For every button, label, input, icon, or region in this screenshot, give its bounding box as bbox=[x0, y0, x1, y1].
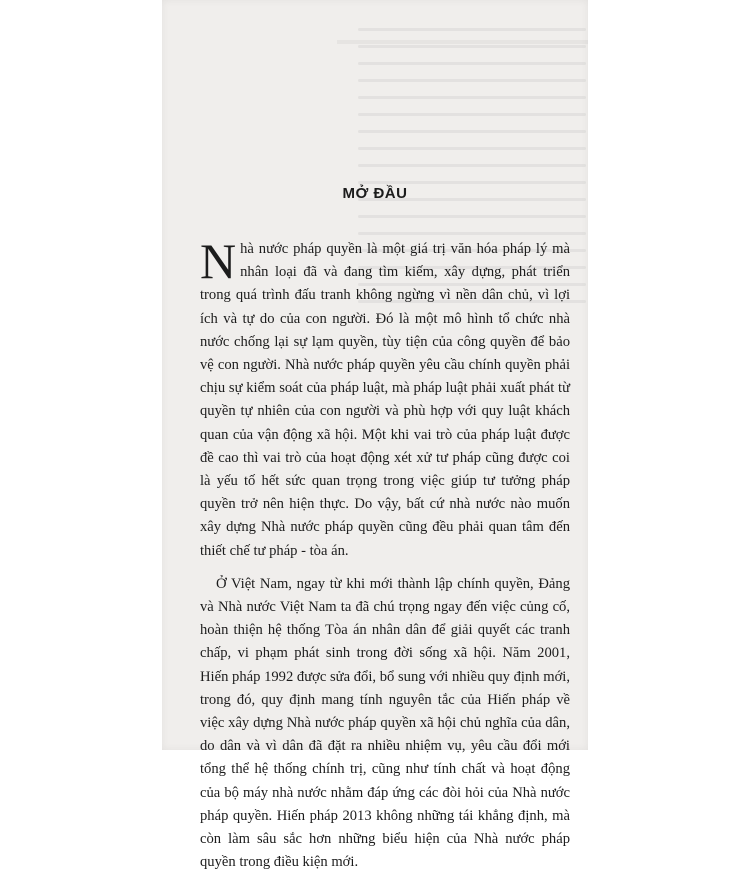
drop-cap: N bbox=[200, 233, 237, 289]
page-heading: MỞ ĐẦU bbox=[342, 185, 408, 202]
paragraph-1 bbox=[200, 233, 570, 563]
paragraph-1-text: hà nước pháp quyền là một giá trị văn hóa pháp lý mà nhân loại đã và đang tìm kiếm, xây dựng, phát triển trong quá trình đấu tranh không ngừng vì nền dân chủ, vì lợi ích và tự do của con người. Đó là một mô hình tổ chức nhà nước chống lại sự lạm quyền, tùy tiện của công quyền để bảo vệ con người. Nhà nước pháp quyền yêu cầu chính quyền phải chịu sự kiểm soát của pháp luật, mà pháp luật phải xuất phát từ quyền tự nhiên của con người và phù hợp với quy luật khách quan của vận động xã hội. Một khi vai trò của pháp luật được đề cao thì vai trò của hoạt động xét xử tư pháp cũng được coi là yếu tố hết sức quan trọng trong việc giúp tư tưởng pháp quyền trở nên hiện thực. Do vậy, bất cứ nhà nước nào muốn xây dựng Nhà nước pháp quyền cũng đều phải quan tâm đến thiết chế tư pháp - tòa án. bbox=[200, 241, 570, 559]
body-text bbox=[200, 233, 570, 874]
paragraph-2: Ở Việt Nam, ngay từ khi mới thành lập chính quyền, Đảng và Nhà nước Việt Nam ta đã chú trọng ngay đến việc củng cố, hoàn thiện hệ thống Tòa án nhân dân để giải quyết các tranh chấp, vi phạm phát sinh trong đời sống xã hội. Năm 2001, Hiến pháp 1992 được sửa đổi, bổ sung với nhiều quy định mới, trong đó, quy định mang tính nguyên tắc của Hiến pháp về việc xây dựng Nhà nước pháp quyền xã hội chủ nghĩa của dân, do dân và vì dân đã đặt ra nhiều nhiệm vụ, yêu cầu đổi mới tổng thể hệ thống chính trị, cũng như tính chất và hoạt động của bộ máy nhà nước nhằm đáp ứng các đòi hỏi của Nhà nước pháp quyền. Hiến pháp 2013 không những tái khẳng định, mà còn làm sâu sắc hơn những biểu hiện của Nhà nước pháp quyền trong điều kiện mới. bbox=[200, 575, 570, 871]
